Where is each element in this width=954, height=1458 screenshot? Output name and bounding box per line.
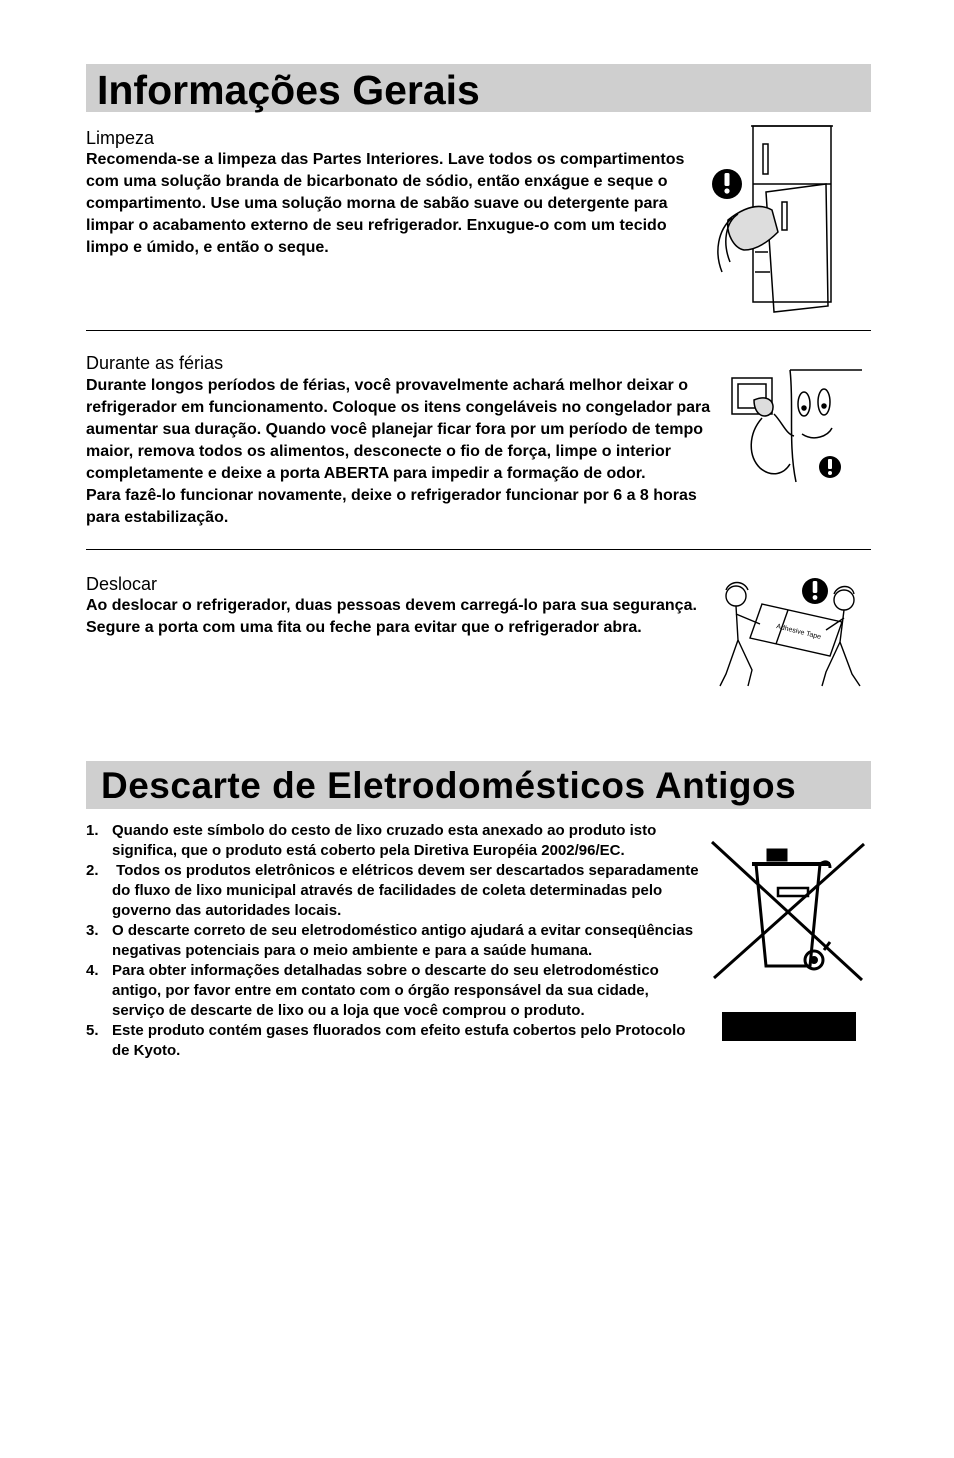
list-number: 1. xyxy=(86,822,99,839)
page-title: Informações Gerais xyxy=(97,67,480,113)
text-line: com uma solução branda de bicarbonato de sódio, então enxágue e seque o xyxy=(86,173,668,190)
text-line: governo das autoridades locais. xyxy=(112,902,342,919)
moving-refrigerator-illustration xyxy=(712,574,868,696)
text-line: limpo e úmido, e então o seque. xyxy=(86,239,329,256)
tape-label: Adhesive Tape xyxy=(775,623,822,642)
text-line: aumentar sua duração. Quando você planejar ficar fora por um período de tempo xyxy=(86,421,704,438)
text-line: completamente e deixe a porta ABERTA para impedir a formação de odor. xyxy=(86,465,646,482)
text-line: Para fazê-lo funcionar novamente, deixe o refrigerador funcionar por 6 a 8 horas xyxy=(86,487,697,504)
list-number: 4. xyxy=(86,962,99,979)
text-line: Todos os produtos eletrônicos e elétricos devem ser descartados separadamente xyxy=(112,862,699,879)
list-item xyxy=(86,961,706,1021)
list-number: 3. xyxy=(86,922,99,939)
disposal-title: Descarte de Eletrodomésticos Antigos xyxy=(101,765,797,806)
text-line: de Kyoto. xyxy=(112,1042,181,1059)
warning-icon xyxy=(819,456,841,478)
text-line: do fluxo de lixo municipal através de facilidades de coleta determinadas pelo xyxy=(112,882,663,899)
list-item xyxy=(86,861,706,921)
section-divider xyxy=(86,549,871,550)
section-divider xyxy=(86,330,871,331)
crossed-bin-icon xyxy=(708,838,868,984)
section-body-ferias xyxy=(86,375,710,529)
section-title-deslocar: Deslocar xyxy=(86,574,158,594)
list-item xyxy=(86,821,706,861)
warning-icon xyxy=(802,578,828,604)
section-title-limpeza: Limpeza xyxy=(86,128,155,148)
section-title-ferias: Durante as férias xyxy=(86,353,224,373)
text-line: significa, que o produto está coberto pela Diretiva Européia 2002/96/EC. xyxy=(112,842,625,859)
text-line: Recomenda-se a limpeza das Partes Interiores. Lave todos os compartimentos xyxy=(86,151,685,168)
list-number: 5. xyxy=(86,1022,99,1039)
marking-bar xyxy=(722,1012,856,1041)
section-body-limpeza xyxy=(86,149,684,259)
section-body-deslocar xyxy=(86,595,697,639)
text-line: negativas potenciais para o meio ambiente e para a saúde humana. xyxy=(112,942,593,959)
text-line: antigo, por favor entre em contato com o órgão responsável da sua cidade, xyxy=(112,982,649,999)
list-item xyxy=(86,921,706,961)
disposal-banner xyxy=(86,761,871,809)
disposal-list xyxy=(86,821,706,1061)
text-line: para estabilização. xyxy=(86,509,229,526)
text-line: O descarte correto de seu eletrodoméstico antigo ajudará a evitar conseqüências xyxy=(112,922,694,939)
text-line: Segure a porta com uma fita ou feche para evitar que o refrigerador abra. xyxy=(86,619,642,636)
text-line: Ao deslocar o refrigerador, duas pessoas devem carregá-lo para sua segurança. xyxy=(86,597,697,614)
text-line: Quando este símbolo do cesto de lixo cruzado esta anexado ao produto isto xyxy=(112,822,657,839)
list-item xyxy=(86,1021,706,1061)
refrigerator-cleaning-illustration xyxy=(708,122,838,314)
text-line: maior, remova todos os alimentos, desconecte o fio de força, limpe o interior xyxy=(86,443,672,460)
list-number: 2. xyxy=(86,862,99,879)
text-line: serviço de descarte de lixo ou a loja que você comprou o produto. xyxy=(112,1002,585,1019)
text-line: Este produto contém gases fluorados com efeito estufa cobertos pelo Protocolo xyxy=(112,1022,686,1039)
text-line: limpar o acabamento externo de seu refrigerador. Enxugue-o com um tecido xyxy=(86,217,667,234)
header-banner xyxy=(86,64,871,112)
text-line: Para obter informações detalhadas sobre o descarte do seu eletrodoméstico xyxy=(112,962,659,979)
text-line: Durante longos períodos de férias, você provavelmente achará melhor deixar o xyxy=(86,377,688,394)
warning-icon xyxy=(712,169,742,199)
text-line: refrigerador em funcionamento. Coloque os itens congeláveis no congelador para xyxy=(86,399,711,416)
unplug-illustration xyxy=(724,364,866,489)
text-line: compartimento. Use uma solução morna de sabão suave ou detergente para xyxy=(86,195,668,212)
